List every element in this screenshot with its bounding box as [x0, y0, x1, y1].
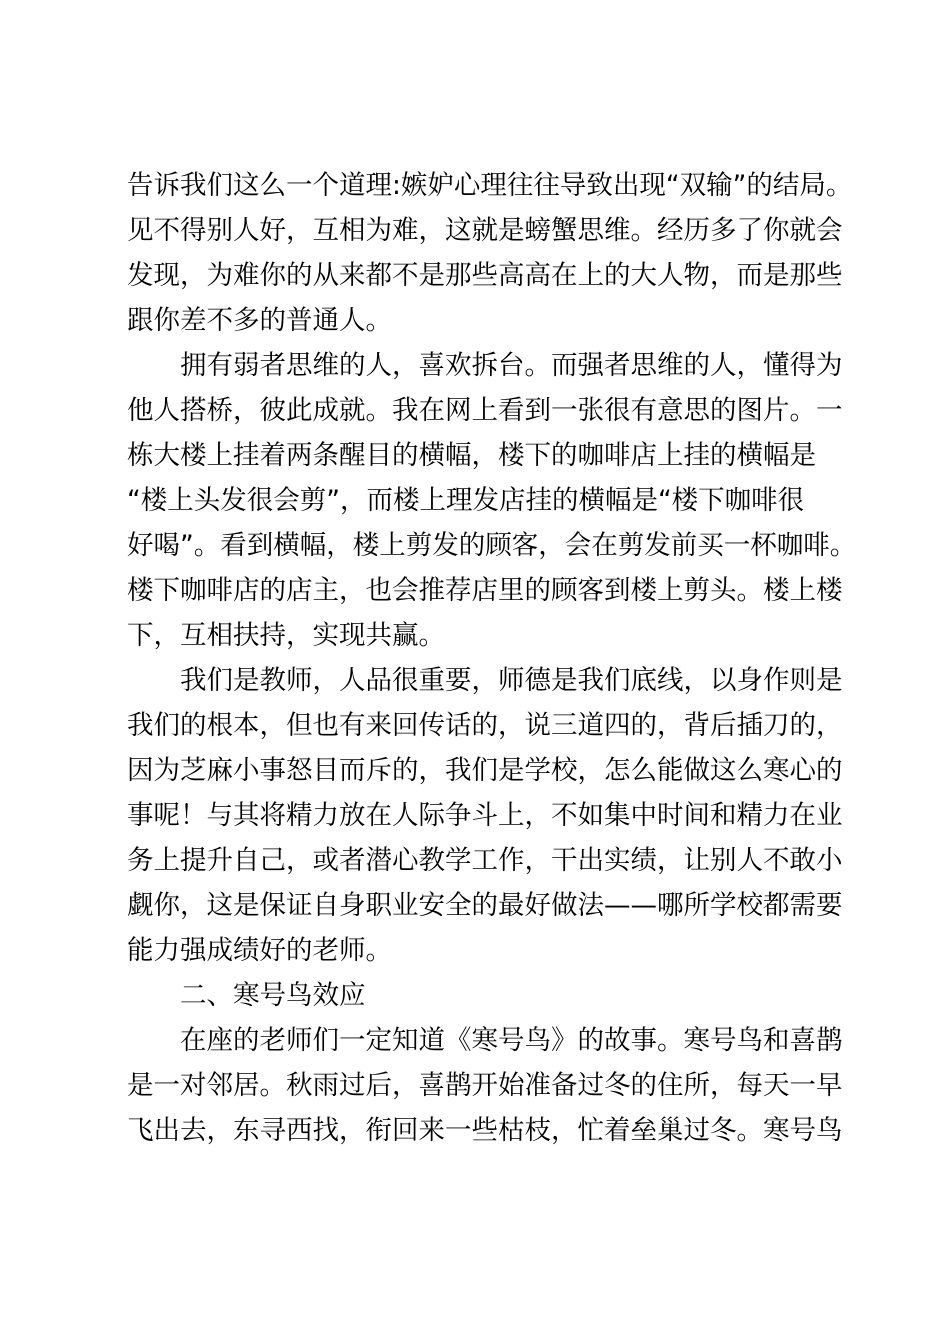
section-heading: 二、寒号鸟效应 [180, 980, 366, 1011]
text-line: 见不得别人好，互相为难，这就是螃蟹思维。经历多了你就会 [127, 215, 843, 246]
text-line: 觑你，这是保证自身职业安全的最好做法——哪所学校都需要 [127, 890, 843, 921]
text-line: 我们的根本，但也有来回传话的，说三道四的，背后插刀的， [127, 710, 843, 741]
text-line: 楼下咖啡店的店主，也会推荐店里的顾客到楼上剪头。楼上楼 [127, 575, 843, 606]
paragraph-first-line: 在座的老师们一定知道《寒号鸟》的故事。寒号鸟和喜鹊 [180, 1025, 843, 1056]
text-line: 栋大楼上挂着两条醒目的横幅，楼下的咖啡店上挂的横幅是 [127, 440, 816, 471]
text-line: 事呢！与其将精力放在人际争斗上，不如集中时间和精力在业 [127, 800, 843, 831]
document-body [127, 163, 857, 1153]
text-line: 能力强成绩好的老师。 [127, 935, 392, 966]
text-line: 跟你差不多的普通人。 [127, 305, 392, 336]
text-line: 下，互相扶持，实现共赢。 [127, 620, 445, 651]
paragraph-first-line: 拥有弱者思维的人，喜欢拆台。而强者思维的人，懂得为 [180, 350, 843, 381]
text-line: “楼上头发很会剪”，而楼上理发店挂的横幅是“楼下咖啡很 [127, 485, 805, 516]
text-line: 是一对邻居。秋雨过后，喜鹊开始准备过冬的住所，每天一早 [127, 1070, 843, 1101]
text-line: 因为芝麻小事怒目而斥的，我们是学校，怎么能做这么寒心的 [127, 755, 843, 786]
text-line: 务上提升自己，或者潜心教学工作，干出实绩，让别人不敢小 [127, 845, 843, 876]
text-line: 好喝”。看到横幅，楼上剪发的顾客，会在剪发前买一杯咖啡。 [127, 530, 857, 561]
paragraph-first-line: 我们是教师，人品很重要，师德是我们底线，以身作则是 [180, 665, 843, 696]
text-line: 飞出去，东寻西找，衔回来一些枯枝，忙着垒巢过冬。寒号鸟 [127, 1115, 843, 1146]
text-line: 发现，为难你的从来都不是那些高高在上的大人物，而是那些 [127, 260, 843, 291]
text-line: 告诉我们这么一个道理:嫉妒心理往往导致出现“双输”的结局。 [127, 170, 853, 201]
text-line: 他人搭桥，彼此成就。我在网上看到一张很有意思的图片。一 [127, 395, 843, 426]
